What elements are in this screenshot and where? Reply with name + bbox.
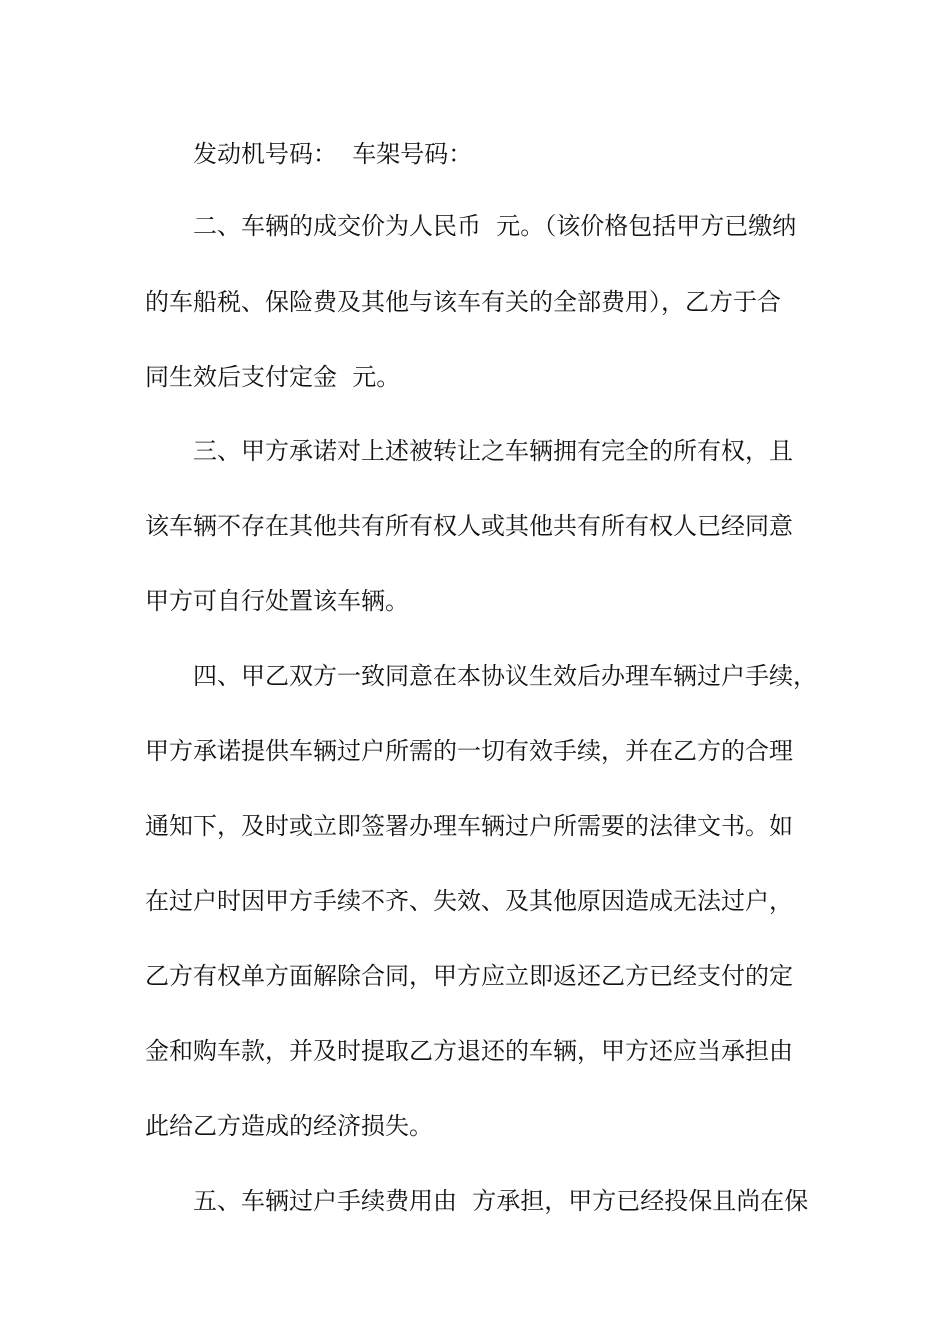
- clause-4-line-2: 甲方承诺提供车辆过户所需的一切有效手续，并在乙方的合理: [145, 737, 793, 765]
- clause-2-line-2: 的车船税、保险费及其他与该车有关的全部费用），乙方于合: [145, 288, 781, 316]
- clause-3-line-2: 该车辆不存在其他共有所有权人或其他共有所有权人已经同意: [145, 512, 793, 540]
- clause-2-line-1: 二、车辆的成交价为人民币 元。（该价格包括甲方已缴纳: [193, 212, 797, 240]
- clause-4-line-5: 乙方有权单方面解除合同，甲方应立即返还乙方已经支付的定: [145, 962, 793, 990]
- clause-4-line-7: 此给乙方造成的经济损失。: [145, 1112, 433, 1140]
- engine-frame-number-line: 发动机号码： 车架号码：: [193, 140, 473, 168]
- clause-4-line-3: 通知下，及时或立即签署办理车辆过户所需要的法律文书。如: [145, 812, 793, 840]
- clause-4-line-4: 在过户时因甲方手续不齐、失效、及其他原因造成无法过户，: [145, 887, 793, 915]
- clause-5-line-1: 五、车辆过户手续费用由 方承担，甲方已经投保且尚在保: [193, 1187, 809, 1215]
- clause-3-line-1: 三、甲方承诺对上述被转让之车辆拥有完全的所有权，且: [193, 437, 793, 465]
- clause-3-line-3: 甲方可自行处置该车辆。: [145, 587, 409, 615]
- clause-4-line-1: 四、甲乙双方一致同意在本协议生效后办理车辆过户手续，: [193, 662, 817, 690]
- clause-4-line-6: 金和购车款，并及时提取乙方退还的车辆，甲方还应当承担由: [145, 1037, 793, 1065]
- clause-2-line-3: 同生效后支付定金 元。: [145, 363, 401, 391]
